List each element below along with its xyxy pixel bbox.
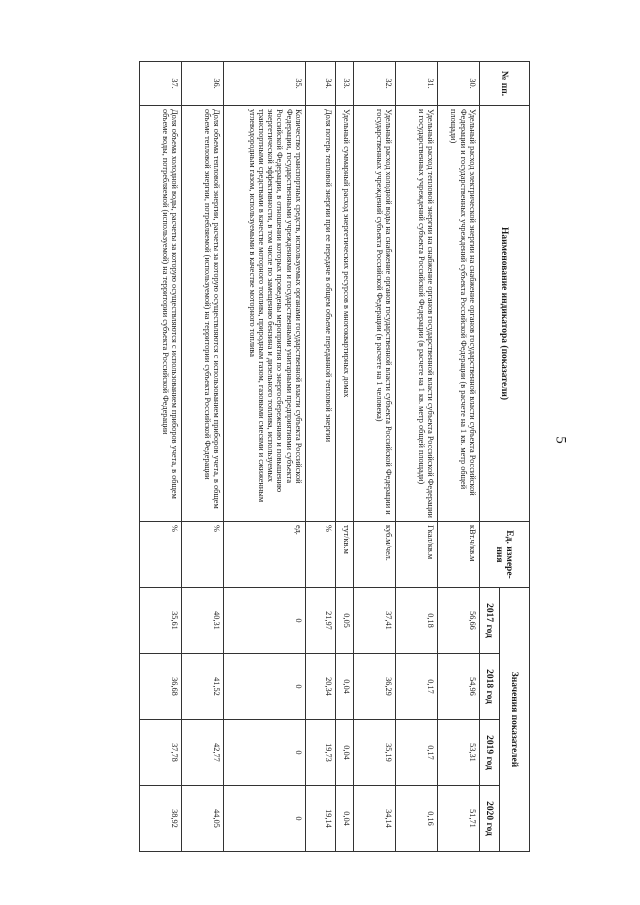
- row-value-2020: 44,05: [182, 786, 224, 852]
- header-year: 2017 год: [480, 588, 500, 654]
- row-value-2020: 38,92: [140, 786, 182, 852]
- row-unit: Гкал/кв.м: [396, 522, 438, 588]
- row-value-2018: 36,29: [354, 654, 396, 720]
- page-number: 5: [552, 436, 569, 444]
- row-indicator-name: Доля объема тепловой энергии, расчеты за которую осуществляются с использованием приборов учета, в общем объеме тепловой энергии, потребляемой (используемой) на территории субъекта Российской Федерации: [182, 106, 224, 522]
- table-row: [396, 62, 438, 852]
- row-value-2020: 34,14: [354, 786, 396, 852]
- table-row: [336, 62, 354, 852]
- row-value-2017: 21,97: [306, 588, 336, 654]
- row-number: 35.: [224, 62, 306, 106]
- table-row: [438, 62, 480, 852]
- row-unit: куб.м/чел.: [354, 522, 396, 588]
- row-value-2019: 0,17: [396, 720, 438, 786]
- row-indicator-name: Удельный суммарный расход энергетических ресурсов в многоквартирных домах: [336, 106, 354, 522]
- row-indicator-name: Доля потерь тепловой энергии при ее передаче в общем объеме переданной тепловой энергии: [306, 106, 336, 522]
- row-value-2020: 0,16: [396, 786, 438, 852]
- row-value-2020: 19,14: [306, 786, 336, 852]
- row-value-2019: 42,77: [182, 720, 224, 786]
- row-value-2019: 53,31: [438, 720, 480, 786]
- row-number: 30.: [438, 62, 480, 106]
- row-indicator-name: Удельный расход тепловой энергии на снабжение органов государственной власти субъекта Российской Федерации и государственных учреждений субъекта Российской Федерации (в расчете на 1 кв. метр общей площади): [396, 106, 438, 522]
- row-unit: %: [182, 522, 224, 588]
- row-value-2017: 35,61: [140, 588, 182, 654]
- row-value-2020: 0,04: [336, 786, 354, 852]
- header-name: Наименование индикатора (показатели): [480, 106, 530, 522]
- row-value-2020: 51,71: [438, 786, 480, 852]
- table-row: [182, 62, 224, 852]
- table-row: [140, 62, 182, 852]
- row-value-2019: 0: [224, 720, 306, 786]
- row-value-2018: 0: [224, 654, 306, 720]
- row-value-2017: 37,41: [354, 588, 396, 654]
- row-value-2017: 0,18: [396, 588, 438, 654]
- table-row: [306, 62, 336, 852]
- row-number: 36.: [182, 62, 224, 106]
- row-number: 37.: [140, 62, 182, 106]
- row-indicator-name: Доля объема холодной воды, расчеты за которую осуществляются с использованием приборов учета, в общем объеме воды, потребляемой (используемой) на территории субъекта Российской Федерации: [140, 106, 182, 522]
- row-value-2020: 0: [224, 786, 306, 852]
- row-unit: кВт.ч/кв.м: [438, 522, 480, 588]
- indicator-table: [139, 61, 530, 852]
- header-year: 2018 год: [480, 654, 500, 720]
- row-value-2018: 36,68: [140, 654, 182, 720]
- row-unit: ед.: [224, 522, 306, 588]
- header-year: 2019 год: [480, 720, 500, 786]
- header-year: 2020 год: [480, 786, 500, 852]
- row-number: 33.: [336, 62, 354, 106]
- rotated-table-container: [140, 61, 530, 851]
- row-value-2018: 0,04: [336, 654, 354, 720]
- row-value-2019: 37,78: [140, 720, 182, 786]
- row-value-2018: 20,34: [306, 654, 336, 720]
- row-indicator-name: Удельный расход электрической энергии на снабжение органов государственной власти субъекта Российской Федерации и государственных учреждений субъекта Российской Федерации (в расчете на 1 кв. метр общей площади): [438, 106, 480, 522]
- row-number: 34.: [306, 62, 336, 106]
- row-value-2017: 40,31: [182, 588, 224, 654]
- row-number: 32.: [354, 62, 396, 106]
- row-value-2017: 0: [224, 588, 306, 654]
- row-value-2018: 0,17: [396, 654, 438, 720]
- row-unit: тут/кв.м: [336, 522, 354, 588]
- row-number: 31.: [396, 62, 438, 106]
- table-row: [354, 62, 396, 852]
- row-value-2017: 0,05: [336, 588, 354, 654]
- row-value-2019: 19,73: [306, 720, 336, 786]
- row-indicator-name: Количество транспортных средств, используемых органами государственной власти субъекта Российской Федерации, государственными учреждениями и государственными унитарными предприятиями субъекта Российской Федерации, в отношении которых проведены мероприятия по энергосбережению и повышению энергетической эффективности, в том числе по замещению бензина и дизельного топлива, используемых транспортными средствами в качестве моторного топлива, природным газом, газовыми смесями и сжиженным углеводородным газом, используемыми в качестве моторного топлива: [224, 106, 306, 522]
- row-unit: %: [306, 522, 336, 588]
- header-num: № пп.: [480, 62, 530, 106]
- row-value-2018: 54,96: [438, 654, 480, 720]
- table-row: [224, 62, 306, 852]
- row-value-2019: 0,04: [336, 720, 354, 786]
- row-value-2018: 41,52: [182, 654, 224, 720]
- row-unit: %: [140, 522, 182, 588]
- row-value-2017: 56,66: [438, 588, 480, 654]
- row-indicator-name: Удельный расход холодной воды на снабжение органов государственной власти субъекта Российской Федерации и государственных учреждений субъекта Российской Федерации (в расчете на 1 человека): [354, 106, 396, 522]
- row-value-2019: 35,19: [354, 720, 396, 786]
- header-values-group: Значения показателей: [500, 588, 530, 852]
- header-unit: Ед. измере-ния: [480, 522, 530, 588]
